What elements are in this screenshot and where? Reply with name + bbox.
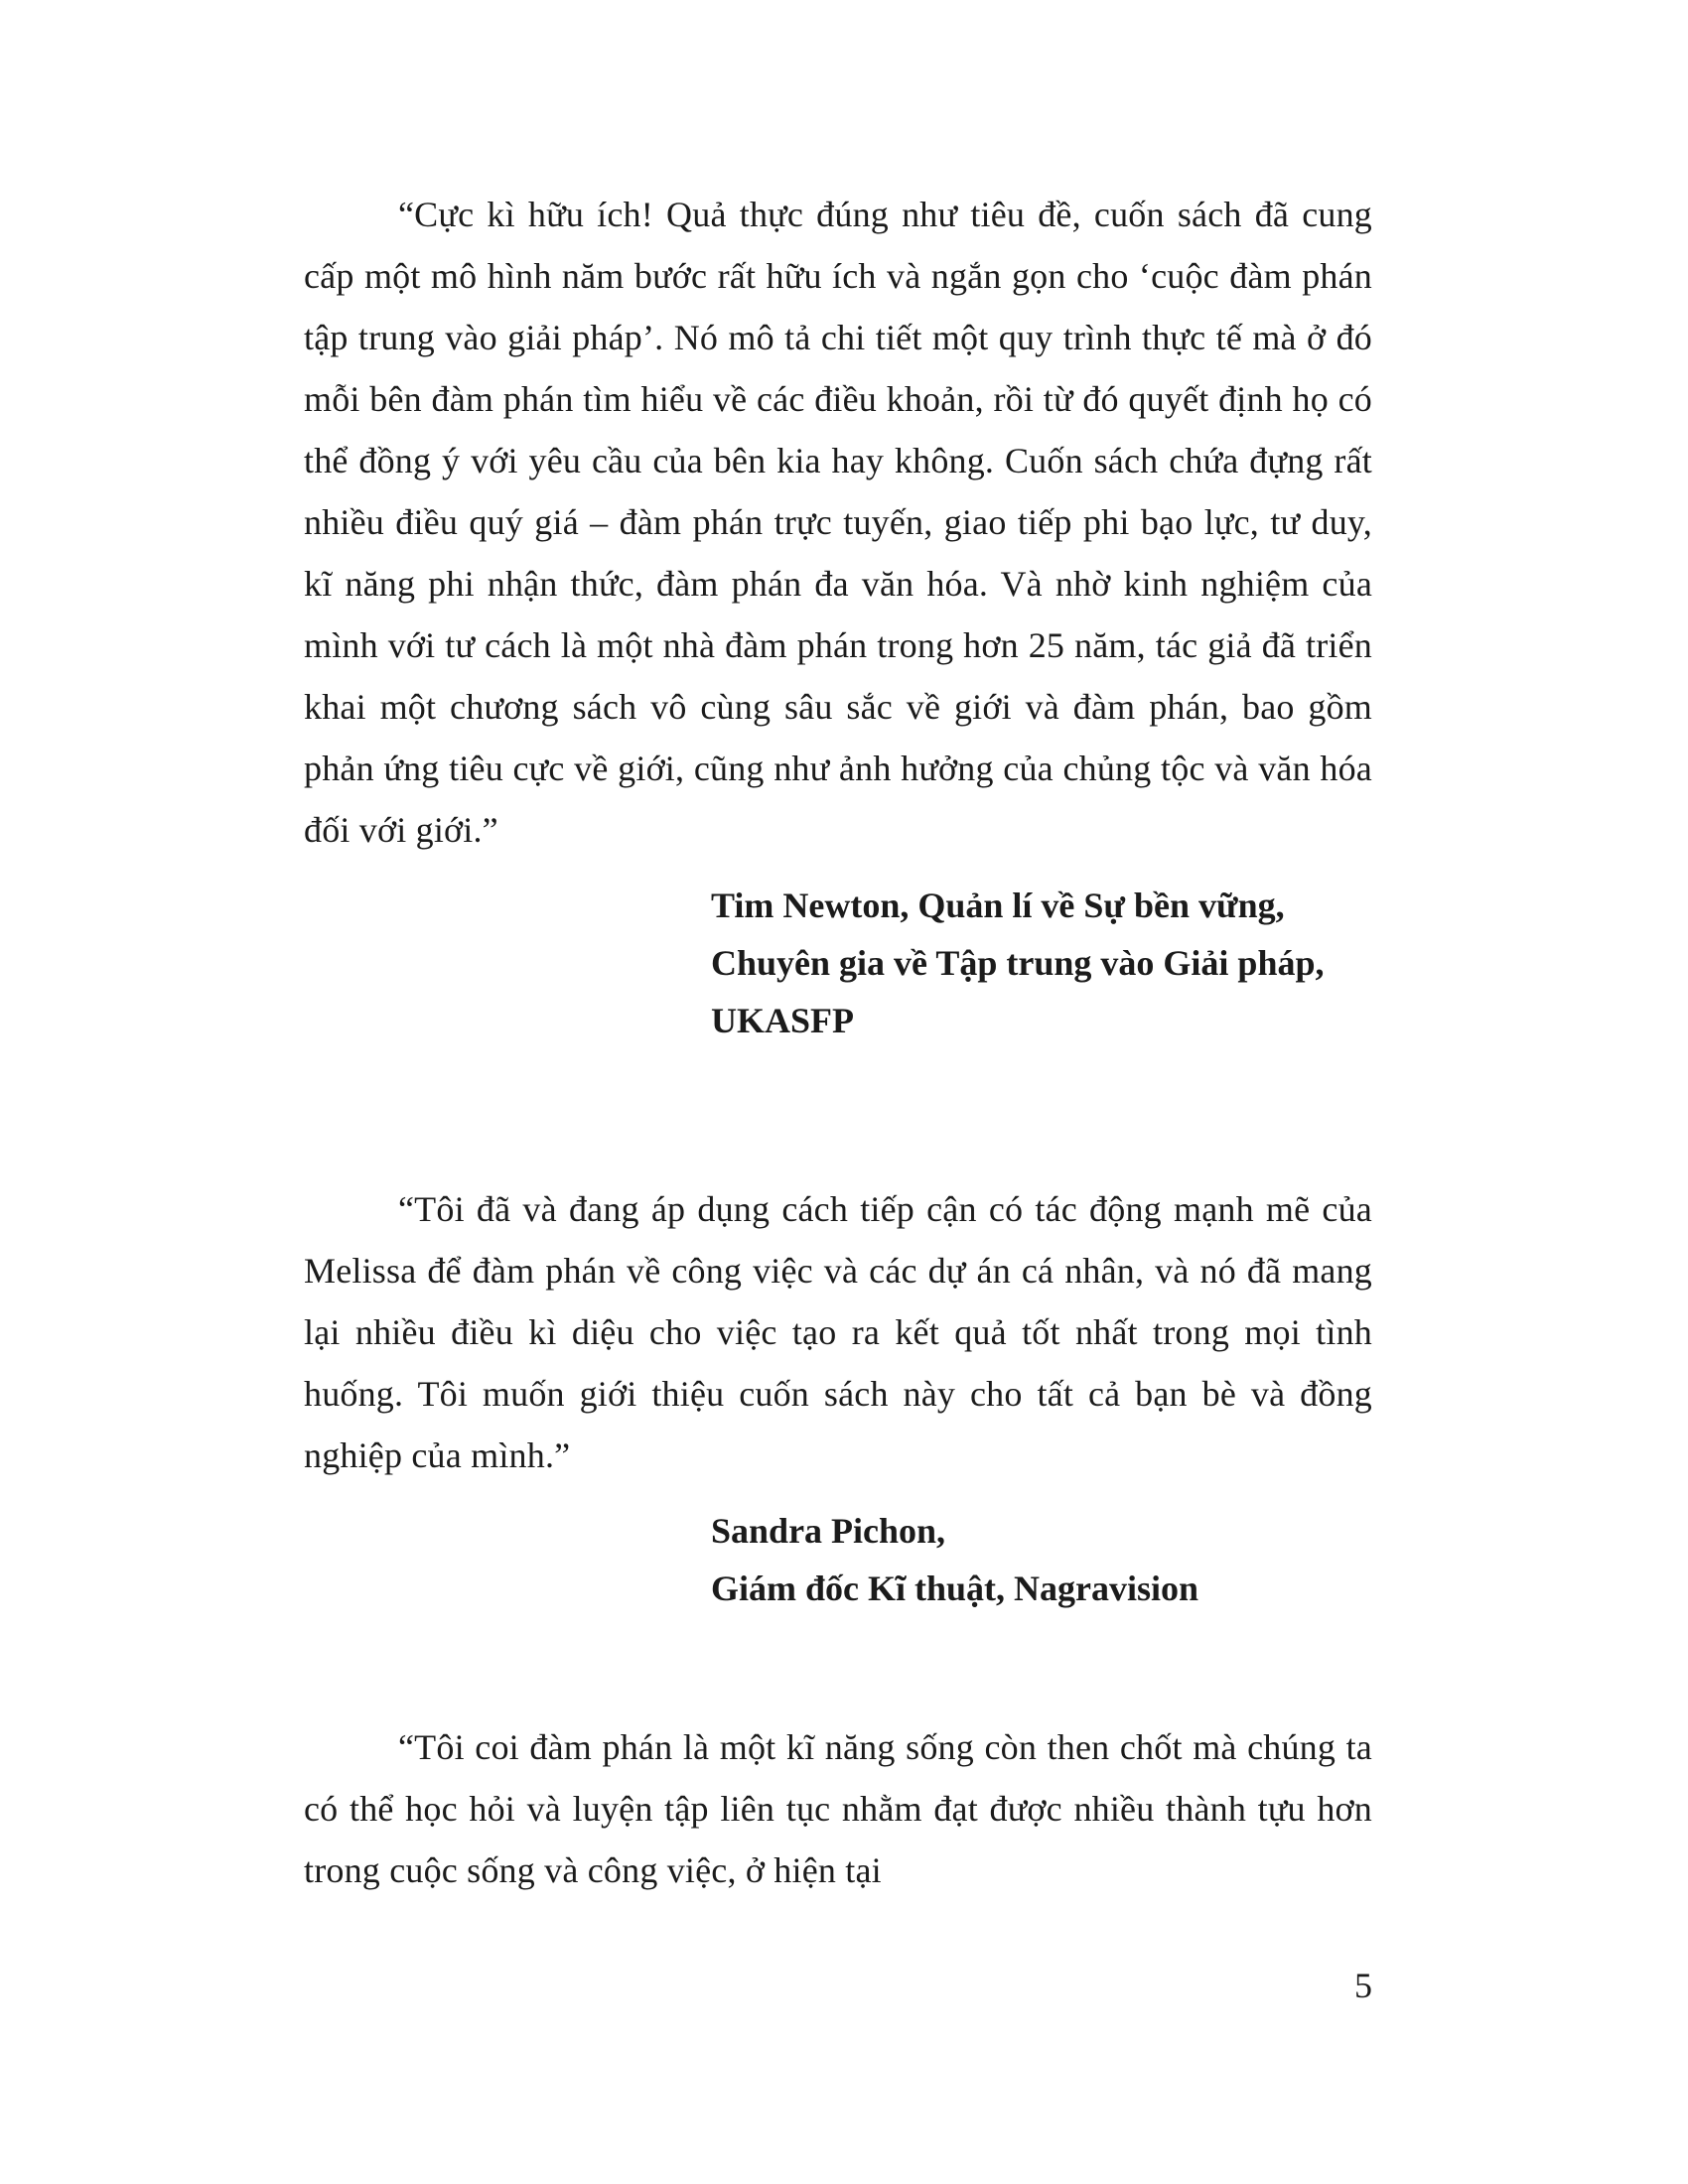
- attribution-line: Sandra Pichon,: [711, 1511, 946, 1551]
- attribution-line: UKASFP: [711, 1001, 854, 1040]
- page-number: 5: [1354, 1966, 1372, 2005]
- quote-block-sandra-pichon: [304, 1178, 1372, 1617]
- page-content: [304, 0, 1372, 1901]
- quote-text: “Tôi đã và đang áp dụng cách tiếp cận có tác động mạnh mẽ của Melissa để đàm phán về công việc và các dự án cá nhân, và nó đã mang lại nhiều điều kì diệu cho việc tạo ra kết quả tốt nhất trong mọi tình huống. Tôi muốn giới thiệu cuốn sách này cho tất cả bạn bè và đồng nghiệp của mình.”: [304, 1189, 1372, 1475]
- attribution-line: Giám đốc Kĩ thuật, Nagravision: [711, 1569, 1199, 1608]
- quote-text: “Cực kì hữu ích! Quả thực đúng như tiêu đề, cuốn sách đã cung cấp một mô hình năm bước rất hữu ích và ngắn gọn cho ‘cuộc đàm phán tập trung vào giải pháp’. Nó mô tả chi tiết một quy trình thực tế mà ở đó mỗi bên đàm phán tìm hiểu về các điều khoản, rồi từ đó quyết định họ có thể đồng ý với yêu cầu của bên kia hay không. Cuốn sách chứa đựng rất nhiều điều quý giá – đàm phán trực tuyến, giao tiếp phi bạo lực, tư duy, kĩ năng phi nhận thức, đàm phán đa văn hóa. Và nhờ kinh nghiệm của mình với tư cách là một nhà đàm phán trong hơn 25 năm, tác giả đã triển khai một chương sách vô cùng sâu sắc về giới và đàm phán, bao gồm phản ứng tiêu cực về giới, cũng như ảnh hưởng của chủng tộc và văn hóa đối với giới.”: [304, 195, 1372, 850]
- quote-block-third: [304, 1716, 1372, 1901]
- attribution-line: Tim Newton, Quản lí về Sự bền vững,: [711, 886, 1285, 925]
- attribution-line: Chuyên gia về Tập trung vào Giải pháp,: [711, 943, 1325, 983]
- quote-block-tim-newton: [304, 184, 1372, 1049]
- quote-text: “Tôi coi đàm phán là một kĩ năng sống còn then chốt mà chúng ta có thể học hỏi và luyện tập liên tục nhằm đạt được nhiều thành tựu hơn trong cuộc sống và công việc, ở hiện tại: [304, 1727, 1372, 1890]
- quote-attribution: [711, 877, 1372, 1049]
- quote-attribution: [711, 1502, 1372, 1617]
